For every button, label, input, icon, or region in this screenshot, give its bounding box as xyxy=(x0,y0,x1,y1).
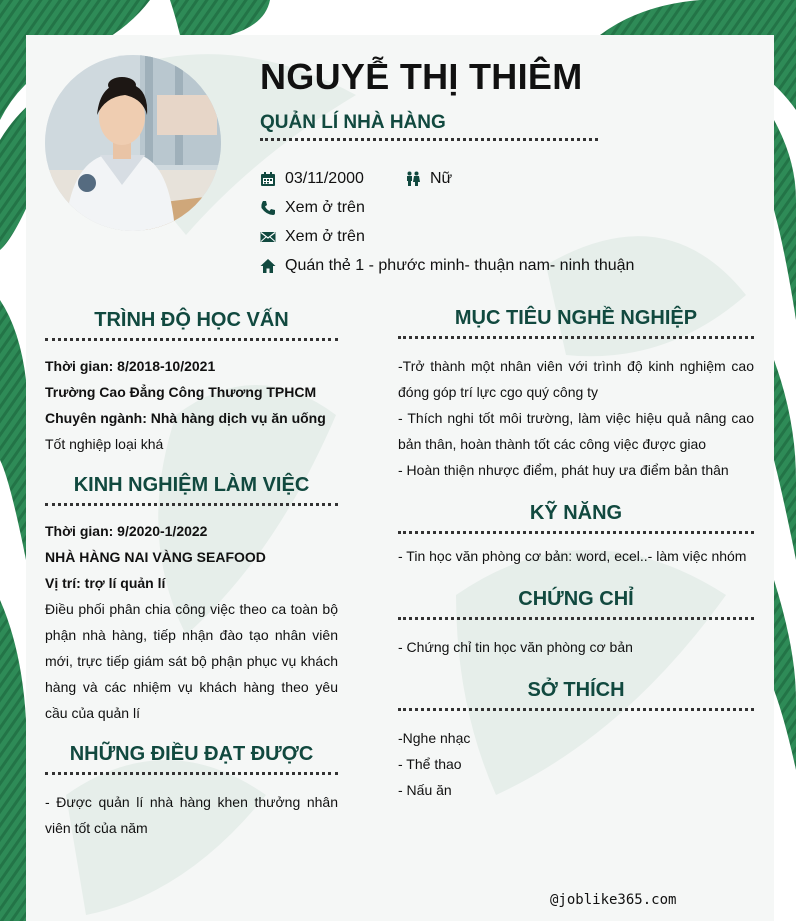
address-row xyxy=(260,257,634,275)
watermark-text: @joblike365.com xyxy=(550,892,677,908)
objective-line: - Thích nghi tốt môi trường, làm việc hiệu quả nâng cao bản thân, hoàn thành tốt các công việc được giao xyxy=(398,410,754,452)
phone-icon xyxy=(260,200,276,216)
gender-icon xyxy=(405,171,421,187)
hobby-item: - Thể thao xyxy=(398,756,462,772)
experience-description: Điều phối phân chia công việc theo ca toàn bộ phận nhà hàng, tiếp nhận đào tạo nhân viên mới, trực tiếp giám sát bộ phận phục vụ khách hàng và các nhiệm vụ khách hàng theo yêu cầu của quản lí xyxy=(45,601,338,721)
candidate-name: NGUYỄ THỊ THIÊM xyxy=(260,56,583,97)
education-title: TRÌNH ĐỘ HỌC VẤN xyxy=(45,309,338,341)
certificates-text: - Chứng chỉ tin học văn phòng cơ bản xyxy=(398,639,633,655)
hobby-item: -Nghe nhạc xyxy=(398,730,471,746)
experience-title: KINH NGHIỆM LÀM VIỆC xyxy=(45,474,338,506)
certificates-title: CHỨNG CHỈ xyxy=(398,588,754,620)
phone-value: Xem ở trên xyxy=(285,199,365,216)
experience-time: Thời gian: 9/2020-1/2022 xyxy=(45,523,208,539)
experience-company: NHÀ HÀNG NAI VÀNG SEAFOOD xyxy=(45,549,266,565)
hobbies-section xyxy=(398,725,754,803)
certificates-section xyxy=(398,634,754,660)
address-value: Quán thẻ 1 - phước minh- thuận nam- ninh thuận xyxy=(285,257,635,274)
hobby-item: - Nấu ăn xyxy=(398,782,452,798)
birthdate-row xyxy=(260,170,364,188)
profile-photo xyxy=(45,55,221,231)
birthdate-value: 03/11/2000 xyxy=(285,170,364,187)
achievements-section xyxy=(45,789,338,841)
education-section xyxy=(45,353,338,457)
job-title: QUẢN LÍ NHÀ HÀNG xyxy=(260,112,598,141)
calendar-icon xyxy=(260,171,276,187)
achievements-title: NHỮNG ĐIỀU ĐẠT ĐƯỢC xyxy=(45,743,338,775)
gender-row xyxy=(405,170,452,188)
objective-line: -Trở thành một nhân viên với trình độ kinh nghiệm cao đóng góp trí lực cgo quý công ty xyxy=(398,358,754,400)
hobbies-title: SỞ THÍCH xyxy=(398,679,754,711)
email-value: Xem ở trên xyxy=(285,228,365,245)
skills-title: KỸ NĂNG xyxy=(398,502,754,534)
objective-line: - Hoàn thiện nhược điểm, phát huy ưa điểm bản thân xyxy=(398,462,729,478)
skills-text: - Tin học văn phòng cơ bản: word, ecel..- làm việc nhóm xyxy=(398,548,747,564)
email-icon xyxy=(260,229,276,245)
education-time: Thời gian: 8/2018-10/2021 xyxy=(45,358,216,374)
email-row xyxy=(260,228,365,246)
experience-section xyxy=(45,518,338,726)
skills-section xyxy=(398,543,754,569)
objective-section xyxy=(398,353,754,483)
phone-row xyxy=(260,199,365,217)
education-school: Trường Cao Đẳng Công Thương TPHCM xyxy=(45,384,317,400)
objective-title: MỤC TIÊU NGHỀ NGHIỆP xyxy=(398,307,754,339)
education-major: Chuyên ngành: Nhà hàng dịch vụ ăn uống xyxy=(45,410,326,426)
achievements-text: - Được quản lí nhà hàng khen thưởng nhân viên tốt của năm xyxy=(45,794,338,836)
experience-role: Vị trí: trợ lí quản lí xyxy=(45,575,166,591)
gender-value: Nữ xyxy=(430,170,453,187)
education-result: Tốt nghiệp loại khá xyxy=(45,436,164,452)
home-icon xyxy=(260,258,276,274)
